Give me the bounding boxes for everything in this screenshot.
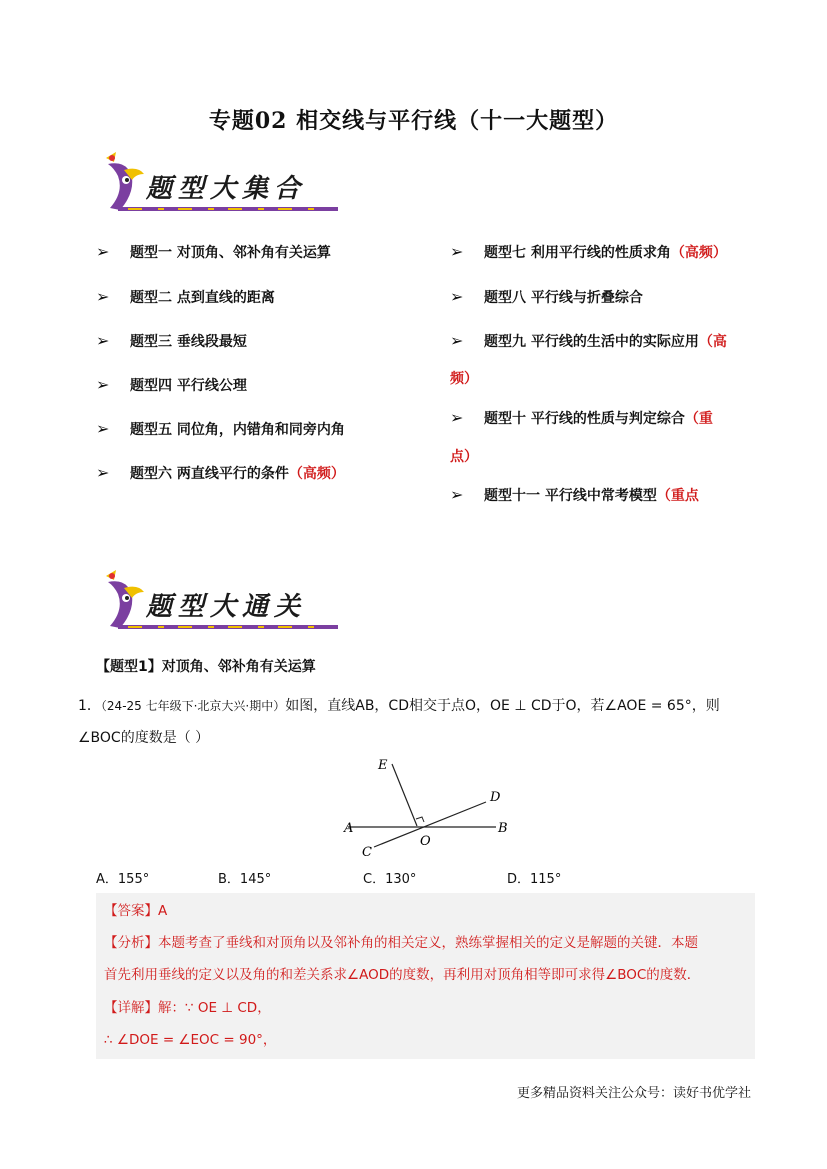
label-e: E <box>378 758 388 773</box>
toc-item-1[interactable]: ➢ 题型一 对顶角、邻补角有关运算 <box>96 242 331 261</box>
toc-item-7[interactable]: ➢ 题型七 利用平行线的性质求角（高频） <box>450 242 727 261</box>
arrow-icon: ➢ <box>450 287 464 306</box>
analysis-line-2: 首先利用垂线的定义以及角的和差关系求∠AOD的度数，再利用对顶角相等即可求得∠BOC的度数． <box>104 967 701 983</box>
right-angle-mark <box>416 817 424 822</box>
arrow-icon: ➢ <box>96 331 110 350</box>
option-b[interactable]: B．145° <box>218 872 272 887</box>
toc-item-3[interactable]: ➢ 题型三 垂线段最短 <box>96 331 247 350</box>
detail-line-1: 【详解】解：∵ OE ⊥ CD， <box>104 1000 271 1016</box>
question-line-2: ∠BOC的度数是（ ） <box>78 730 210 746</box>
toc-item-11[interactable]: ➢ 题型十一 平行线中常考模型（重点 <box>450 485 699 504</box>
option-c[interactable]: C．130° <box>363 872 417 887</box>
banner-underline <box>118 206 338 212</box>
arrow-icon: ➢ <box>96 419 110 438</box>
toc-item-5[interactable]: ➢ 题型五 同位角，内错角和同旁内角 <box>96 419 345 438</box>
arrow-icon: ➢ <box>450 408 464 427</box>
option-a[interactable]: A．155° <box>96 872 150 887</box>
arrow-icon: ➢ <box>450 331 464 350</box>
ray-oe <box>392 764 417 826</box>
toc-item-4[interactable]: ➢ 题型四 平行线公理 <box>96 375 247 394</box>
toc-item-2[interactable]: ➢ 题型二 点到直线的距离 <box>96 287 275 306</box>
toc-item-6[interactable]: ➢ 题型六 两直线平行的条件（高频） <box>96 463 345 482</box>
footer-note: 更多精品资料关注公众号：读好书优学社 <box>516 1086 751 1101</box>
toc-item-10[interactable]: ➢ 题型十 平行线的性质与判定综合（重 <box>450 408 713 427</box>
question-stem <box>78 690 758 754</box>
banner-title: 题型大集合 <box>146 174 307 204</box>
arrow-icon: ➢ <box>450 485 464 504</box>
question-number: 1． <box>78 698 101 714</box>
question-source: （24-25 七年级下·北京大兴·期中） <box>100 699 286 713</box>
arrow-icon: ➢ <box>96 287 110 306</box>
toc-item-8[interactable]: ➢ 题型八 平行线与折叠综合 <box>450 287 643 306</box>
label-b: B <box>498 821 508 836</box>
geometry-figure <box>330 752 530 864</box>
section-banner-practice <box>98 568 338 654</box>
question-type-heading: 【题型1】对顶角、邻补角有关运算 <box>96 659 316 675</box>
arrow-icon: ➢ <box>450 242 464 261</box>
detail-line-2: ∴ ∠DOE = ∠EOC = 90°， <box>104 1032 277 1048</box>
section-banner-collection <box>98 150 338 236</box>
toc-item-9-wrap: 频） <box>450 371 478 387</box>
answer-line: 【答案】A <box>104 903 168 919</box>
arrow-icon: ➢ <box>96 463 110 482</box>
solution-box <box>96 893 755 1059</box>
banner-title: 题型大通关 <box>146 592 307 622</box>
label-o: O <box>420 834 431 849</box>
banner-underline <box>118 624 338 630</box>
label-d: D <box>490 790 501 805</box>
toc-item-10-wrap: 点） <box>450 449 478 465</box>
arrow-icon: ➢ <box>96 242 110 261</box>
option-d[interactable]: D．115° <box>507 872 562 887</box>
analysis-line-1: 【分析】本题考查了垂线和对顶角以及邻补角的相关定义，熟练掌握相关的定义是解题的关键．本题 <box>104 935 698 951</box>
question-line-1: 如图，直线AB，CD相交于点O，OE ⊥ CD于O，若∠AOE = 65°，则 <box>285 698 720 714</box>
label-a: A <box>344 821 354 836</box>
page-title: 专题02 相交线与平行线（十一大题型） <box>208 108 619 134</box>
arrow-icon: ➢ <box>96 375 110 394</box>
label-c: C <box>362 845 372 860</box>
toc-item-9[interactable]: ➢ 题型九 平行线的生活中的实际应用（高 <box>450 331 727 350</box>
